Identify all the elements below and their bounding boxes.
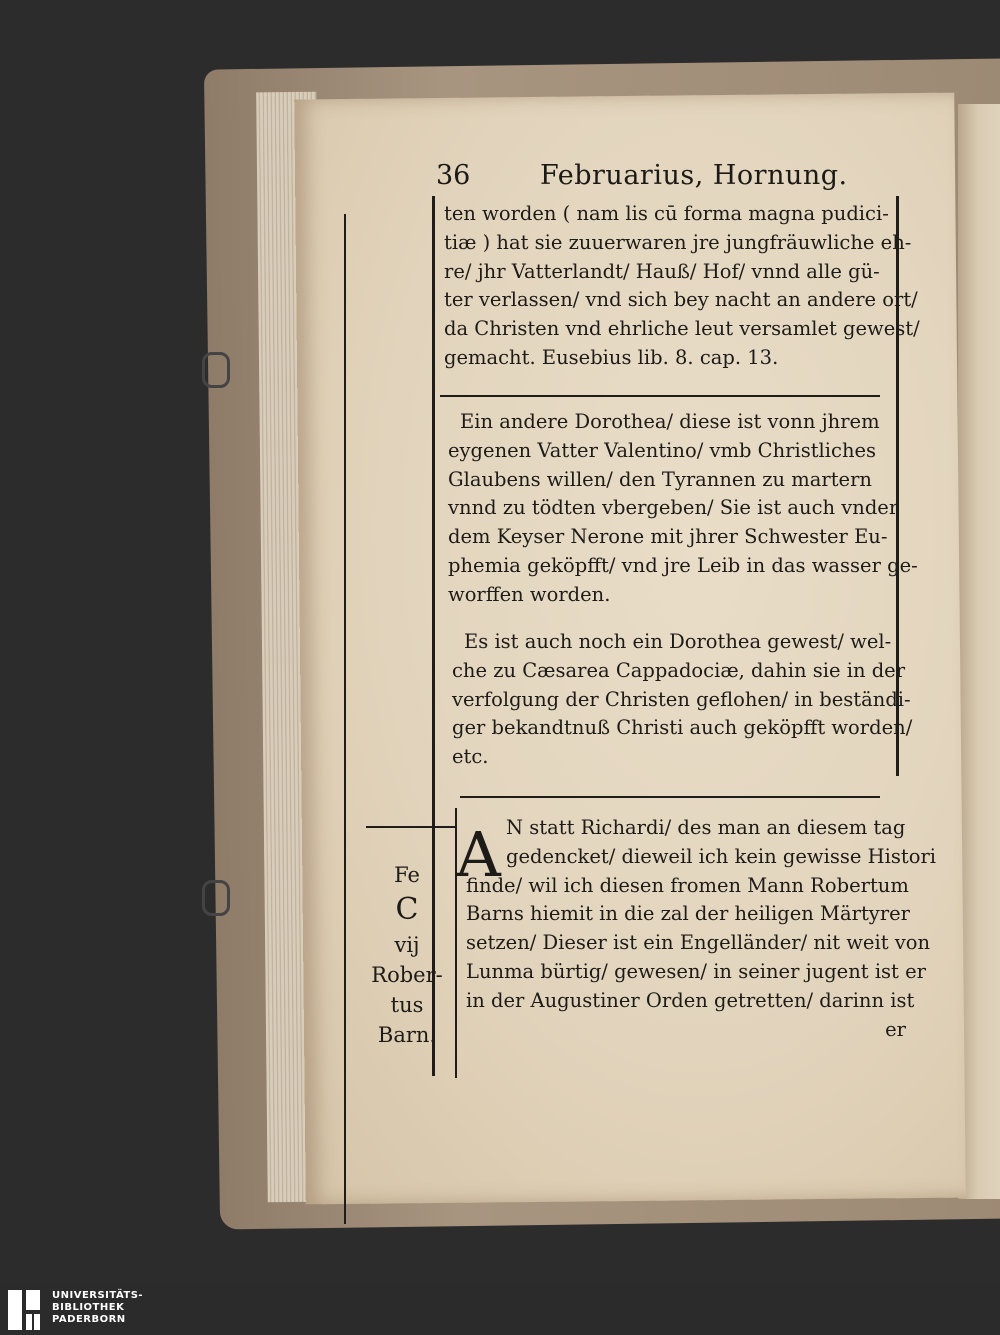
- library-name-line: PADERBORN: [52, 1314, 126, 1325]
- text-line: Es ist auch noch ein Dorothea gewest/ wel-: [464, 630, 892, 653]
- margin-note-line: vij: [394, 933, 420, 957]
- text-line: da Christen vnd ehrliche leut versamlet gewest/: [444, 317, 920, 341]
- text-line: dem Keyser Nerone mit jhrer Schwester Eu-: [448, 525, 888, 549]
- footer-bar: [0, 1285, 1000, 1335]
- text-line: gedencket/ dieweil ich kein gewisse Histori: [506, 844, 936, 868]
- paragraph-rule: [440, 395, 880, 397]
- section-rule: [460, 796, 880, 798]
- margin-note: [364, 860, 450, 1050]
- facing-page-edge: [958, 104, 1000, 1199]
- margin-box-rule: [366, 826, 456, 828]
- library-logo-icon: [6, 1288, 46, 1332]
- text-line: ten worden ( nam lis cū forma magna pudici-: [444, 202, 889, 225]
- text-line: in der Augustiner Orden getretten/ darinn ist: [466, 988, 915, 1012]
- drop-cap: A: [456, 818, 501, 891]
- margin-note-line: Rober-: [371, 963, 443, 987]
- clasp-icon: [202, 352, 230, 388]
- library-name-line: BIBLIOTHEK: [52, 1302, 125, 1313]
- text-line: verfolgung der Christen geflohen/ in beständi-: [452, 687, 911, 711]
- paragraph-1: [444, 200, 920, 373]
- text-line: Ein andere Dorothea/ diese ist vonn jhrem: [460, 410, 880, 433]
- catchword: er: [885, 1017, 906, 1041]
- text-line: phemia geköpfft/ vnd jre Leib in das wasser ge-: [448, 553, 918, 577]
- text-line: Glaubens willen/ den Tyrannen zu martern: [448, 467, 872, 491]
- text-line: Lunma bürtig/ gewesen/ in seiner jugent ist er: [466, 959, 926, 983]
- running-title: Februarius, Hornung.: [540, 160, 848, 191]
- margin-note-line: Barn.: [377, 1023, 437, 1047]
- margin-note-line: Fe: [394, 863, 420, 887]
- outer-margin-rule: [344, 214, 346, 1224]
- text-line: ter verlassen/ vnd sich bey nacht an andere ort/: [444, 288, 918, 312]
- text-line: N statt Richardi/ des man an diesem tag: [506, 816, 906, 839]
- paragraph-3: [452, 628, 912, 772]
- text-line: re/ jhr Vatterlandt/ Hauß/ Hof/ vnnd alle gü-: [444, 259, 880, 283]
- margin-note-letter: C: [395, 892, 419, 927]
- text-line: eygenen Vatter Valentino/ vmb Christliches: [448, 438, 877, 462]
- text-line: Barns hiemit in die zal der heiligen Märtyrer: [466, 902, 911, 926]
- text-line: worffen worden.: [448, 582, 611, 606]
- text-line: che zu Cæsarea Cappadociæ, dahin sie in der: [452, 658, 906, 682]
- paragraph-4: [466, 814, 936, 1044]
- paragraph-2: [448, 408, 918, 610]
- text-line: tiæ ) hat sie zuuerwaren jre jungfräuwliche eh-: [444, 230, 912, 254]
- text-line: vnnd zu tödten vbergeben/ Sie ist auch vnder: [448, 496, 899, 520]
- library-name: [52, 1290, 143, 1326]
- text-line: gemacht. Eusebius lib. 8. cap. 13.: [444, 345, 779, 369]
- library-name-line: UNIVERSITÄTS-: [52, 1290, 144, 1301]
- text-line: setzen/ Dieser ist ein Engelländer/ nit weit von: [466, 931, 931, 955]
- clasp-icon: [202, 880, 230, 916]
- text-line: etc.: [452, 745, 489, 769]
- page-number: 36: [436, 160, 471, 191]
- text-line: finde/ wil ich diesen fromen Mann Robertum: [466, 873, 909, 897]
- text-line: ger bekandtnuß Christi auch geköpfft worden/: [452, 716, 913, 740]
- margin-note-line: tus: [390, 993, 424, 1017]
- running-header: [436, 160, 876, 196]
